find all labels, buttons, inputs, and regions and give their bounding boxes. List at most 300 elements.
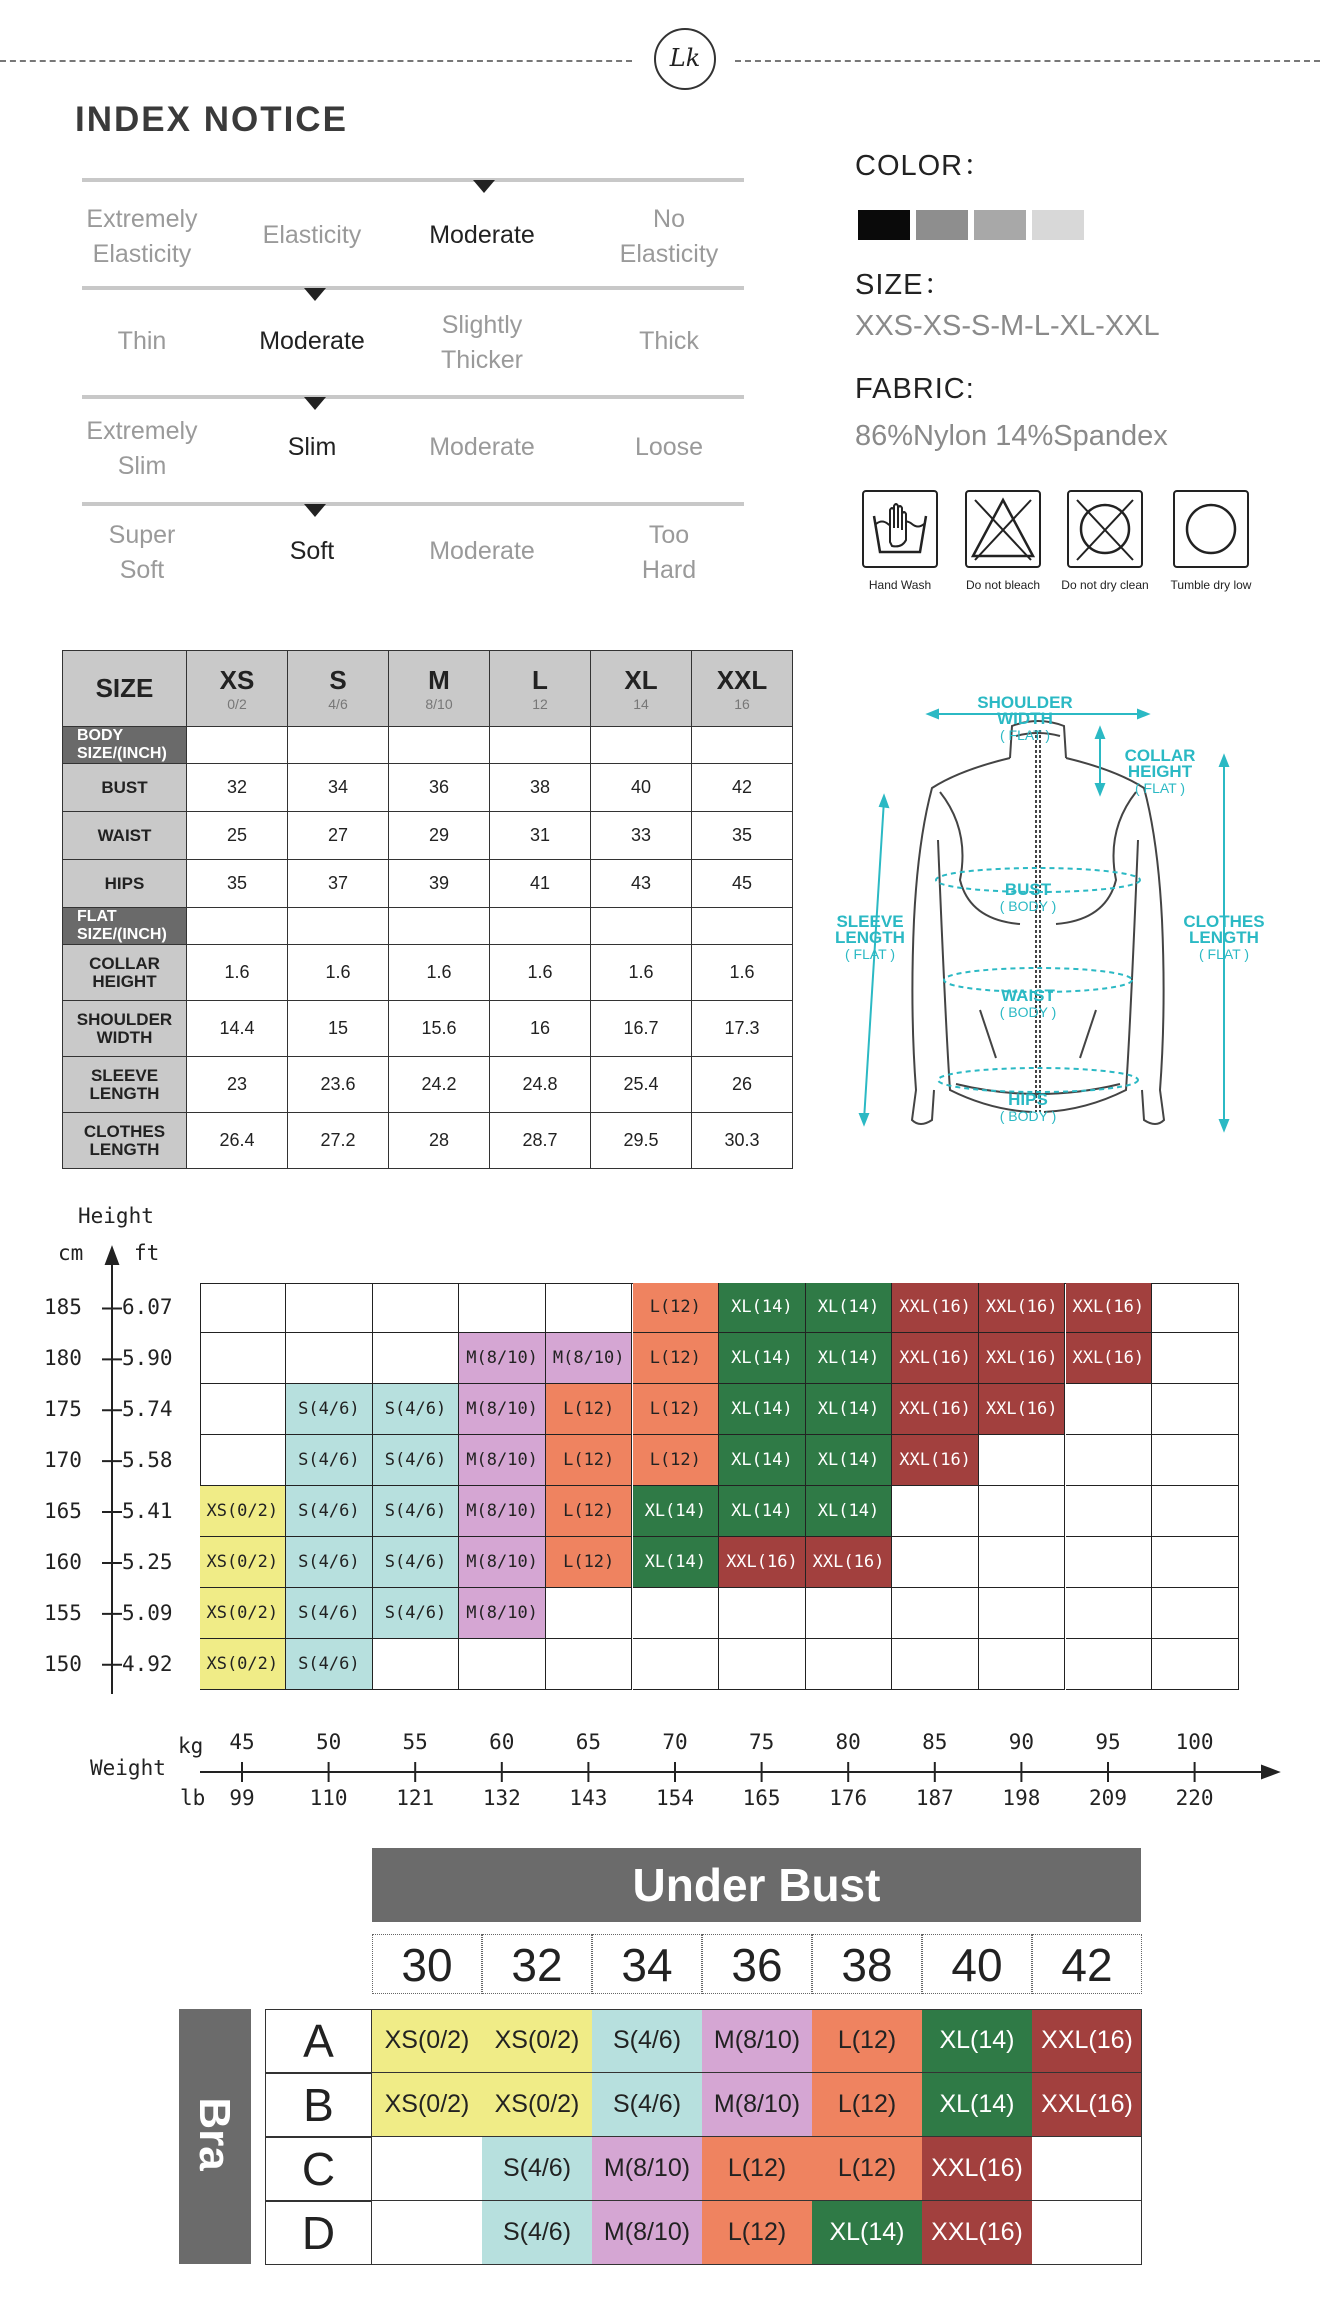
tumble-dry-low-icon (1173, 490, 1249, 568)
section-spacer-cell (187, 908, 288, 945)
height-ft-tick: 5.09 (122, 1600, 173, 1625)
measurement-value: 16.7 (591, 1001, 692, 1057)
weight-lb-tick: 220 (1175, 1786, 1214, 1810)
bra-size-cell: L(12) (702, 2201, 812, 2265)
bra-size-cell: L(12) (702, 2137, 812, 2201)
empty-cell (633, 1639, 720, 1690)
height-cm-tick: 185 (44, 1295, 82, 1320)
weight-kg-tick: 65 (575, 1730, 602, 1754)
measurement-value: 1.6 (490, 945, 591, 1001)
height-cm-tick: 180 (44, 1346, 82, 1371)
index-selected-marker (304, 288, 326, 301)
index-row-line (82, 502, 744, 506)
empty-cell (892, 1537, 979, 1588)
hand-wash-icon (862, 490, 938, 568)
size-recommendation-cell: L(12) (633, 1435, 720, 1486)
empty-cell (979, 1486, 1066, 1537)
top-divider-left (0, 60, 632, 62)
size-recommendation-cell: M(8/10) (459, 1384, 546, 1435)
index-option: Slim (287, 433, 337, 461)
bra-size-cell: XXL(16) (922, 2137, 1032, 2201)
size-recommendation-cell: XXL(16) (806, 1537, 893, 1588)
size-table-section-row (63, 908, 793, 945)
weight-kg-tick: 50 (315, 1730, 342, 1754)
size-recommendation-cell: XXL(16) (719, 1537, 806, 1588)
do-not-dry-clean-icon (1067, 490, 1143, 568)
empty-cell (373, 1639, 460, 1690)
empty-cell (372, 2201, 482, 2265)
index-option: No Elasticity (619, 205, 719, 268)
measurement-value: 14.4 (187, 1001, 288, 1057)
size-recommendation-cell: L(12) (546, 1384, 633, 1435)
top-divider-right (735, 60, 1320, 62)
weight-lb-tick: 99 (229, 1786, 255, 1810)
size-recommendation-cell: S(4/6) (286, 1588, 373, 1639)
empty-cell (806, 1588, 893, 1639)
height-ft-tick: 6.07 (122, 1295, 173, 1320)
weight-kg-tick: 85 (922, 1730, 948, 1754)
size-column-header (490, 651, 591, 727)
waist-label: WAIST ( BODY ) (999, 986, 1057, 1020)
care-label-tumble-dry: Tumble dry low (1170, 578, 1252, 592)
bra-size-cell: XL(14) (922, 2009, 1032, 2073)
measurement-value: 36 (389, 764, 490, 812)
measurement-value: 40 (591, 764, 692, 812)
bra-size-cell: XS(0/2) (482, 2073, 592, 2137)
size-column-header (288, 651, 389, 727)
height-cm-tick: 155 (44, 1600, 82, 1625)
section-spacer-cell (389, 727, 490, 764)
empty-cell (806, 1639, 893, 1690)
empty-cell (200, 1384, 287, 1435)
index-option: Thick (639, 327, 699, 355)
weight-lb-tick: 143 (569, 1786, 608, 1810)
size-recommendation-cell: S(4/6) (373, 1435, 460, 1486)
empty-cell (1066, 1639, 1153, 1690)
section-spacer-cell (288, 727, 389, 764)
empty-cell (546, 1588, 633, 1639)
bra-size-cell: S(4/6) (482, 2201, 592, 2265)
measurement-value: 28.7 (490, 1113, 591, 1169)
size-recommendation-cell: XL(14) (806, 1333, 893, 1384)
size-recommendation-cell: L(12) (633, 1333, 720, 1384)
measurement-value: 1.6 (187, 945, 288, 1001)
color-swatch[interactable] (916, 210, 968, 240)
empty-cell (1152, 1588, 1239, 1639)
size-us-number: 8/10 (425, 696, 453, 712)
measurement-value: 35 (692, 812, 793, 860)
collar-height-label: COLLAR HEIGHT ( FLAT ) (1124, 746, 1196, 796)
size-table-section-label: FLAT SIZE/(INCH) (63, 908, 187, 945)
size-recommendation-cell: S(4/6) (286, 1537, 373, 1588)
bra-size-cell: S(4/6) (482, 2137, 592, 2201)
bra-cup-label: A (265, 2009, 372, 2073)
size-recommendation-cell: XXL(16) (892, 1283, 979, 1334)
weight-lb-tick: 187 (915, 1786, 954, 1810)
size-recommendation-cell: XL(14) (806, 1384, 893, 1435)
empty-cell (200, 1283, 287, 1334)
section-spacer-cell (692, 908, 793, 945)
size-recommendation-cell: XS(0/2) (200, 1486, 287, 1537)
measurement-value: 33 (591, 812, 692, 860)
empty-cell (719, 1588, 806, 1639)
size-name: XL (624, 665, 658, 695)
measurement-value: 34 (288, 764, 389, 812)
empty-cell (373, 1333, 460, 1384)
care-label-no-dry-clean: Do not dry clean (1061, 578, 1149, 592)
measurement-value: 23.6 (288, 1057, 389, 1113)
measurement-value: 1.6 (389, 945, 490, 1001)
bra-cup-label: D (265, 2201, 372, 2265)
kg-unit-label: kg (178, 1734, 204, 1758)
empty-cell (1152, 1435, 1239, 1486)
bra-side-label: Bra (179, 2009, 251, 2264)
bra-size-cell: XS(0/2) (372, 2009, 482, 2073)
measurement-value: 39 (389, 860, 490, 908)
bra-size-cell: L(12) (812, 2137, 922, 2201)
empty-cell (200, 1435, 287, 1486)
index-option: Moderate (259, 327, 365, 355)
size-recommendation-cell: L(12) (546, 1537, 633, 1588)
weight-lb-tick: 132 (482, 1786, 521, 1810)
bra-size-cell: XS(0/2) (372, 2073, 482, 2137)
measurement-value: 43 (591, 860, 692, 908)
height-cm-tick: 165 (44, 1499, 82, 1524)
section-spacer-cell (288, 908, 389, 945)
size-label: SIZE： (855, 269, 954, 301)
measurement-value: 15.6 (389, 1001, 490, 1057)
measurement-value: 35 (187, 860, 288, 908)
weight-lb-tick: 209 (1089, 1786, 1127, 1810)
size-recommendation-cell: M(8/10) (459, 1486, 546, 1537)
size-table-row (63, 1001, 793, 1057)
size-recommendation-cell: XXL(16) (979, 1283, 1066, 1334)
measurement-value: 26 (692, 1057, 793, 1113)
measurement-value: 16 (490, 1001, 591, 1057)
index-selected-marker (473, 180, 495, 193)
measurement-value: 30.3 (692, 1113, 793, 1169)
measurement-label: CLOTHES LENGTH (63, 1113, 187, 1169)
empty-cell (979, 1588, 1066, 1639)
empty-cell (1152, 1333, 1239, 1384)
color-label: COLOR： (855, 150, 994, 182)
empty-cell (1152, 1283, 1239, 1334)
bra-size-cell: M(8/10) (592, 2201, 702, 2265)
measurement-value: 28 (389, 1113, 490, 1169)
measurement-value: 37 (288, 860, 389, 908)
measurement-value: 32 (187, 764, 288, 812)
weight-kg-tick: 90 (1008, 1730, 1035, 1754)
sleeve-length-label: SLEEVE LENGTH ( FLAT ) (835, 912, 905, 962)
bra-size-cell: M(8/10) (702, 2009, 812, 2073)
bra-size-cell: XL(14) (922, 2073, 1032, 2137)
measurement-value: 17.3 (692, 1001, 793, 1057)
size-recommendation-cell: S(4/6) (373, 1588, 460, 1639)
size-column-header (389, 651, 490, 727)
weight-lb-tick: 176 (829, 1786, 868, 1810)
index-option: Moderate (429, 537, 535, 565)
empty-cell (459, 1639, 546, 1690)
shoulder-width-label: SHOULDER WIDTH ( FLAT ) (977, 693, 1073, 743)
size-recommendation-cell: S(4/6) (373, 1537, 460, 1588)
empty-cell (1066, 1384, 1153, 1435)
size-column-header (692, 651, 793, 727)
height-ft-tick: 4.92 (122, 1651, 173, 1676)
size-recommendation-cell: S(4/6) (286, 1486, 373, 1537)
size-recommendation-cell: XXL(16) (892, 1384, 979, 1435)
weight-lb-tick: 154 (656, 1786, 694, 1810)
size-recommendation-cell: M(8/10) (546, 1333, 633, 1384)
empty-cell (372, 2137, 482, 2201)
weight-axis-title: Weight (90, 1756, 166, 1780)
under-bust-band: 34 (592, 1934, 702, 1994)
size-recommendation-cell: XL(14) (719, 1486, 806, 1537)
size-table-row (63, 812, 793, 860)
bra-size-cell: S(4/6) (592, 2073, 702, 2137)
measurement-label: HIPS (63, 860, 187, 908)
empty-cell (373, 1283, 460, 1334)
size-recommendation-cell: XL(14) (806, 1435, 893, 1486)
do-not-bleach-icon (965, 490, 1041, 568)
size-name: XXL (716, 665, 768, 695)
size-recommendation-cell: XXL(16) (892, 1333, 979, 1384)
measurement-value: 29 (389, 812, 490, 860)
measurement-value: 24.2 (389, 1057, 490, 1113)
size-recommendation-cell: M(8/10) (459, 1333, 546, 1384)
color-swatch[interactable] (858, 210, 910, 240)
size-us-number: 4/6 (328, 696, 348, 712)
size-recommendation-cell: XXL(16) (892, 1435, 979, 1486)
size-recommendation-cell: XL(14) (806, 1283, 893, 1334)
empty-cell (459, 1283, 546, 1334)
measurement-label: BUST (63, 764, 187, 812)
measurement-value: 42 (692, 764, 793, 812)
bra-size-cell: S(4/6) (592, 2009, 702, 2073)
size-name: M (428, 665, 450, 695)
empty-cell (892, 1486, 979, 1537)
measurement-value: 25 (187, 812, 288, 860)
weight-kg-tick: 95 (1095, 1730, 1121, 1754)
height-ft-tick: 5.74 (122, 1397, 173, 1422)
size-recommendation-cell: XL(14) (719, 1435, 806, 1486)
index-option: Super Soft (108, 521, 176, 584)
empty-cell (1032, 2137, 1142, 2201)
clothes-length-label: CLOTHES LENGTH ( FLAT ) (1183, 912, 1265, 962)
index-option: Slightly Thicker (441, 311, 523, 374)
under-bust-band: 38 (812, 1934, 922, 1994)
under-bust-band: 42 (1032, 1934, 1142, 1994)
section-spacer-cell (591, 908, 692, 945)
bra-size-cell: M(8/10) (702, 2073, 812, 2137)
index-row-line (82, 395, 744, 399)
size-table-section-row (63, 727, 793, 764)
under-bust-band: 40 (922, 1934, 1032, 1994)
empty-cell (546, 1639, 633, 1690)
index-selected-marker (304, 397, 326, 410)
size-table-section-label: BODY SIZE/(INCH) (63, 727, 187, 764)
empty-cell (1152, 1639, 1239, 1690)
index-option: Extremely Slim (86, 417, 198, 480)
size-name: L (532, 665, 548, 695)
size-recommendation-cell: XL(14) (633, 1486, 720, 1537)
size-recommendation-cell: XL(14) (633, 1537, 720, 1588)
bra-cup-label: B (265, 2073, 372, 2137)
section-spacer-cell (692, 727, 793, 764)
measurement-value: 45 (692, 860, 793, 908)
size-table-row (63, 860, 793, 908)
under-bust-band: 30 (372, 1934, 482, 1994)
size-recommendation-cell: XXL(16) (979, 1333, 1066, 1384)
measurement-value: 1.6 (591, 945, 692, 1001)
weight-kg-tick: 45 (229, 1730, 255, 1754)
weight-kg-tick: 55 (402, 1730, 428, 1754)
bra-size-cell: XXL(16) (922, 2201, 1032, 2265)
ft-unit-label: ft (134, 1241, 160, 1265)
weight-lb-tick: 198 (1002, 1786, 1041, 1810)
size-recommendation-cell: XS(0/2) (200, 1588, 287, 1639)
bra-size-cell: XL(14) (812, 2201, 922, 2265)
size-recommendation-cell: XXL(16) (1066, 1283, 1153, 1334)
bra-size-cell: XXL(16) (1032, 2073, 1142, 2137)
measurement-value: 24.8 (490, 1057, 591, 1113)
size-us-number: 0/2 (227, 696, 247, 712)
bust-label: BUST ( BODY ) (999, 880, 1057, 914)
index-option: Thin (117, 327, 167, 355)
measurement-value: 27.2 (288, 1113, 389, 1169)
index-row-line (82, 286, 744, 290)
under-bust-band: 32 (482, 1934, 592, 1994)
measurement-value: 15 (288, 1001, 389, 1057)
empty-cell (286, 1333, 373, 1384)
size-recommendation-cell: M(8/10) (459, 1588, 546, 1639)
index-option: Moderate (429, 221, 535, 249)
size-recommendation-cell: L(12) (546, 1435, 633, 1486)
section-spacer-cell (389, 908, 490, 945)
measurement-value: 41 (490, 860, 591, 908)
height-cm-tick: 170 (44, 1448, 82, 1473)
bra-size-cell: L(12) (812, 2009, 922, 2073)
size-recommendation-cell: XL(14) (806, 1486, 893, 1537)
size-table (62, 650, 793, 1169)
empty-cell (979, 1435, 1066, 1486)
hips-label: HIPS ( BODY ) (999, 1090, 1057, 1124)
measurement-value: 1.6 (692, 945, 793, 1001)
index-row-line (82, 178, 744, 182)
section-spacer-cell (490, 908, 591, 945)
size-table-row (63, 1113, 793, 1169)
size-recommendation-cell: XXL(16) (1066, 1333, 1153, 1384)
height-cm-tick: 150 (44, 1651, 82, 1676)
size-recommendation-cell: XXL(16) (979, 1384, 1066, 1435)
index-option: Soft (289, 537, 335, 565)
measurement-value: 29.5 (591, 1113, 692, 1169)
under-bust-band: 36 (702, 1934, 812, 1994)
empty-cell (1152, 1537, 1239, 1588)
height-cm-tick: 175 (44, 1397, 82, 1422)
weight-kg-tick: 60 (489, 1730, 515, 1754)
empty-cell (979, 1639, 1066, 1690)
empty-cell (200, 1333, 287, 1384)
index-option: Elasticity (262, 221, 362, 249)
empty-cell (1152, 1384, 1239, 1435)
height-ft-tick: 5.41 (122, 1499, 173, 1524)
size-column-header (187, 651, 288, 727)
measurement-value: 1.6 (288, 945, 389, 1001)
size-table-row (63, 1057, 793, 1113)
empty-cell (1066, 1435, 1153, 1486)
index-option: Extremely Elasticity (86, 205, 198, 268)
size-name: S (329, 665, 347, 695)
size-recommendation-cell: L(12) (633, 1384, 720, 1435)
section-spacer-cell (591, 727, 692, 764)
index-selected-marker (304, 504, 326, 517)
measurement-label: SHOULDER WIDTH (63, 1001, 187, 1057)
size-recommendation-cell: S(4/6) (286, 1435, 373, 1486)
color-swatch[interactable] (1032, 210, 1084, 240)
empty-cell (633, 1588, 720, 1639)
empty-cell (286, 1283, 373, 1334)
weight-lb-tick: 121 (396, 1786, 435, 1810)
size-recommendation-cell: S(4/6) (286, 1384, 373, 1435)
fabric-composition: 86%Nylon 14%Spandex (855, 420, 1168, 452)
size-column-header (591, 651, 692, 727)
care-label-hand-wash: Hand Wash (868, 578, 932, 592)
empty-cell (1066, 1537, 1153, 1588)
weight-kg-tick: 100 (1175, 1730, 1214, 1754)
empty-cell (1066, 1588, 1153, 1639)
weight-kg-tick: 75 (748, 1730, 775, 1754)
empty-cell (1066, 1486, 1153, 1537)
bra-size-cell: L(12) (812, 2073, 922, 2137)
bra-size-cell: M(8/10) (592, 2137, 702, 2201)
height-ft-tick: 5.90 (122, 1346, 173, 1371)
size-recommendation-cell: XL(14) (719, 1283, 806, 1334)
size-header-corner: SIZE (63, 651, 187, 727)
height-ft-tick: 5.58 (122, 1448, 173, 1473)
height-axis-title: Height (78, 1204, 154, 1228)
weight-lb-tick: 110 (309, 1786, 348, 1810)
bra-size-cell: XS(0/2) (482, 2009, 592, 2073)
empty-cell (892, 1588, 979, 1639)
measurement-value: 27 (288, 812, 389, 860)
care-label-no-bleach: Do not bleach (965, 578, 1041, 592)
size-table-header-row (63, 651, 793, 727)
size-us-number: 16 (734, 696, 750, 712)
size-recommendation-cell: M(8/10) (459, 1537, 546, 1588)
measurement-value: 31 (490, 812, 591, 860)
index-option: Moderate (429, 433, 535, 461)
section-spacer-cell (490, 727, 591, 764)
index-notice-title: INDEX NOTICE (75, 100, 348, 139)
size-recommendation-cell: XS(0/2) (200, 1639, 287, 1690)
measurement-value: 38 (490, 764, 591, 812)
size-recommendation-cell: L(12) (633, 1283, 720, 1334)
size-table-row (63, 945, 793, 1001)
index-option: Too Hard (641, 521, 697, 584)
size-range: XXS-XS-S-M-L-XL-XXL (855, 310, 1160, 342)
bra-size-cell: XXL(16) (1032, 2009, 1142, 2073)
size-recommendation-cell: L(12) (546, 1486, 633, 1537)
size-recommendation-cell: XS(0/2) (200, 1537, 287, 1588)
height-cm-tick: 160 (44, 1549, 82, 1574)
brand-logo (654, 28, 716, 90)
bra-cup-label: C (265, 2137, 372, 2201)
measurement-label: SLEEVE LENGTH (63, 1057, 187, 1113)
measurement-label: WAIST (63, 812, 187, 860)
cm-unit-label: cm (58, 1241, 84, 1265)
color-swatch[interactable] (974, 210, 1026, 240)
measurement-value: 26.4 (187, 1113, 288, 1169)
